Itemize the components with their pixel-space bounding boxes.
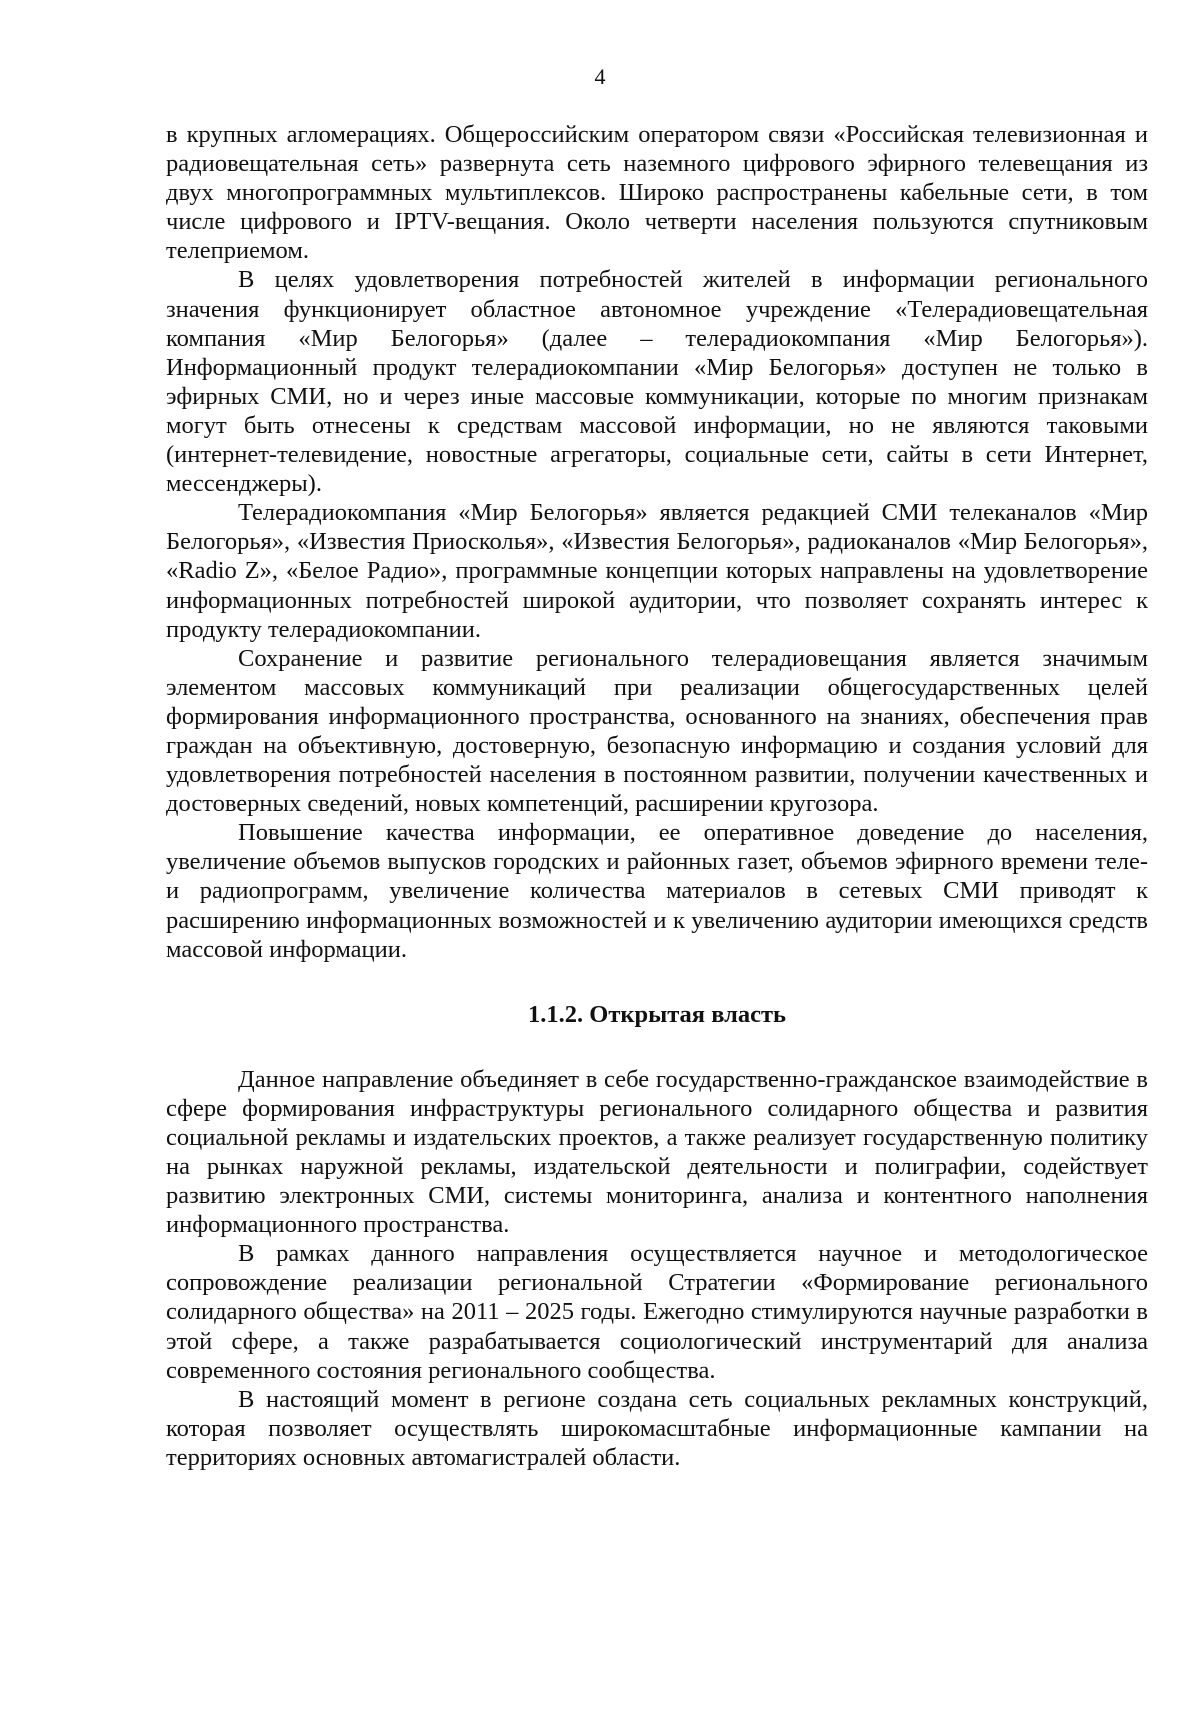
- paragraph-regional-broadcasting: Сохранение и развитие регионального телерадиовещания является значимым элементом массовых коммуникаций при реализации общегосударственных целей формирования информационного пространства, основанного на знаниях, обеспечения прав граждан на объективную, достоверную, безопасную информацию и создания условий для удовлетворения потребностей населения в постоянном развитии, получении качественных и достоверных сведений, новых компетенций, расширении кругозора.: [166, 644, 1148, 818]
- paragraph-direction-overview: Данное направление объединяет в себе государственно-гражданское взаимодействие в сфере формирования инфраструктуры регионального солидарного общества и развития социальной рекламы и издательских проектов, а также реализует государственную политику на рынках наружной рекламы, издательской деятельности и полиграфии, содействует развитию электронных СМИ, системы мониторинга, анализа и контентного наполнения информационного пространства.: [166, 1065, 1148, 1239]
- paragraph-social-advertising: В настоящий момент в регионе создана сеть социальных рекламных конструкций, которая позволяет осуществлять широкомасштабные информационные кампании на территориях основных автомагистралей области.: [166, 1385, 1148, 1471]
- paragraph-agglomerations: в крупных агломерациях. Общероссийским оператором связи «Российская телевизионная и радиовещательная сеть» развернута сеть наземного цифрового эфирного телевещания из двух многопрограммных мультиплексов. Широко распространены кабельные сети, в том числе цифрового и IPTV-вещания. Около четверти населения пользуются спутниковым телеприемом.: [166, 121, 1148, 265]
- page-number: 4: [594, 64, 606, 89]
- paragraph-information-quality: Повышение качества информации, ее оперативное доведение до населения, увеличение объемов выпусков городских и районных газет, объемов эфирного времени теле- и радиопрограмм, увеличение количества материалов в сетевых СМИ приводят к расширению информационных возможностей и к увеличению аудитории имеющихся средств массовой информации.: [166, 819, 1148, 963]
- section-open-government: [166, 1065, 1148, 1472]
- section-heading-open-government: 1.1.2. Открытая власть: [528, 1000, 786, 1028]
- section-telecom-media: [166, 120, 1148, 964]
- paragraph-mir-belogorya-institution: В целях удовлетворения потребностей жителей в информации регионального значения функционирует областное автономное учреждение «Телерадиовещательная компания «Мир Белогорья» (далее – телерадиокомпания «Мир Белогорья»). Информационный продукт телерадиокомпании «Мир Белогорья» доступен не только в эфирных СМИ, но и через иные массовые коммуникации, которые по многим признакам могут быть отнесены к средствам массовой информации, но не являются таковыми (интернет-телевидение, новостные агрегаторы, социальные сети, сайты в сети Интернет, мессенджеры).: [166, 266, 1148, 498]
- page-body: [166, 120, 1148, 1472]
- paragraph-strategy-support: В рамках данного направления осуществляется научное и методологическое сопровождение реализации региональной Стратегии «Формирование регионального солидарного общества» на 2011 – 2025 годы. Ежегодно стимулируются научные разработки в этой сфере, а также разрабатывается социологический инструментарий для анализа современного состояния регионального сообщества.: [166, 1240, 1148, 1384]
- paragraph-mir-belogorya-channels: Телерадиокомпания «Мир Белогорья» является редакцией СМИ телеканалов «Мир Белогорья», «Известия Приосколья», «Известия Белогорья», радиоканалов «Мир Белогорья», «Radio Z», «Белое Радио», программные концепции которых направлены на удовлетворение информационных потребностей широкой аудитории, что позволяет сохранять интерес к продукту телерадиокомпании.: [166, 499, 1148, 643]
